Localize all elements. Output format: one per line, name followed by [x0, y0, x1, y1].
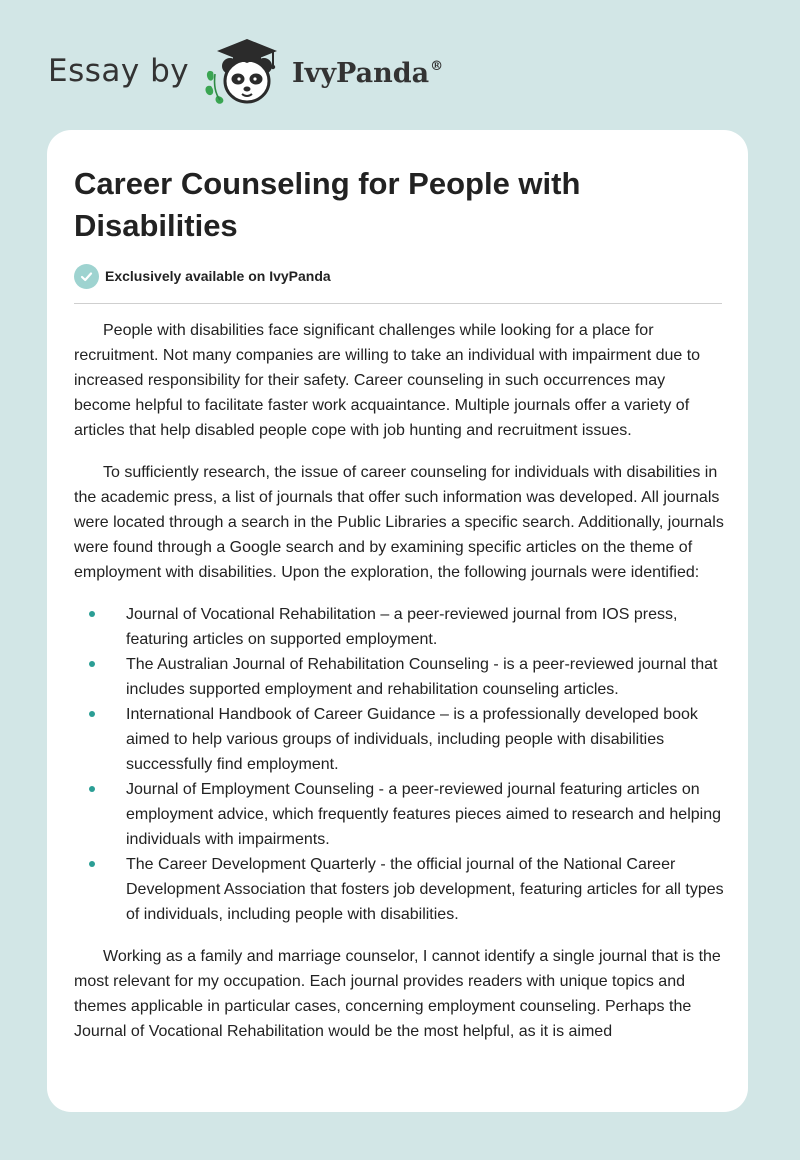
list-item-text: Journal of Employment Counseling - a peer-reviewed journal featuring articles on employment advice, which frequently features pieces aimed to research and helping individuals with impairments. [126, 781, 721, 848]
essay-card [47, 130, 748, 1112]
check-icon [74, 264, 99, 289]
brand-name [292, 58, 443, 89]
paragraph-2: To sufficiently research, the issue of career counseling for individuals with disabilities in the academic press, a list of journals that offer such information was developed. All journals were located through a search in the Public Libraries a specific search. Additionally, journals were found through a Google search and by examining specific articles on the theme of employment with disabilities. Upon the exploration, the following journals were identified: [74, 464, 724, 581]
essay-body [74, 318, 726, 1061]
list-item [74, 702, 726, 777]
essay-by-label: Essay by [48, 53, 190, 89]
panda-logo-icon [203, 36, 285, 110]
bullet-icon [89, 786, 95, 792]
exclusive-badge-label: Exclusively available on IvyPanda [105, 268, 331, 284]
list-item-text: The Australian Journal of Rehabilitation Counseling - is a peer-reviewed journal that includes supported employment and rehabilitation counseling articles. [126, 656, 718, 698]
title-divider [74, 303, 722, 304]
site-header [48, 36, 748, 116]
journal-list [74, 602, 726, 927]
bullet-icon [89, 661, 95, 667]
bullet-icon [89, 611, 95, 617]
paragraph-3: Working as a family and marriage counselor, I cannot identify a single journal that is the most relevant for my occupation. Each journal provides readers with unique topics and themes applicable in particular cases, concerning employment counseling. Perhaps the Journal of Vocational Rehabilitation would be the most helpful, as it is aimed [74, 948, 721, 1040]
list-item [74, 652, 726, 702]
list-item-text: The Career Development Quarterly - the official journal of the National Career Development Association that fosters job development, featuring articles for all types of individuals, including people with disabilities. [126, 856, 724, 923]
list-item [74, 602, 726, 652]
exclusive-badge [74, 262, 331, 290]
brand-label: IvyPanda [292, 58, 430, 89]
paragraph-1: People with disabilities face significant challenges while looking for a place for recruitment. Not many companies are willing to take an individual with impairment due to increased responsibility for their safety. Career counseling in such occurrences may become helpful to facilitate faster work acquaintance. Multiple journals offer a variety of articles that help disabled people cope with job hunting and recruitment issues. [74, 322, 701, 439]
registered-mark: ® [430, 59, 444, 74]
list-item-text: Journal of Vocational Rehabilitation – a peer-reviewed journal from IOS press, featuring articles on supported employment. [126, 606, 678, 648]
page-title: Career Counseling for People with Disabilities [74, 166, 581, 243]
bullet-icon [89, 861, 95, 867]
list-item-text: International Handbook of Career Guidance – is a professionally developed book aimed to help various groups of individuals, including people with disabilities successfully find employment. [126, 706, 698, 773]
list-item [74, 852, 726, 927]
list-item [74, 777, 726, 852]
bullet-icon [89, 711, 95, 717]
